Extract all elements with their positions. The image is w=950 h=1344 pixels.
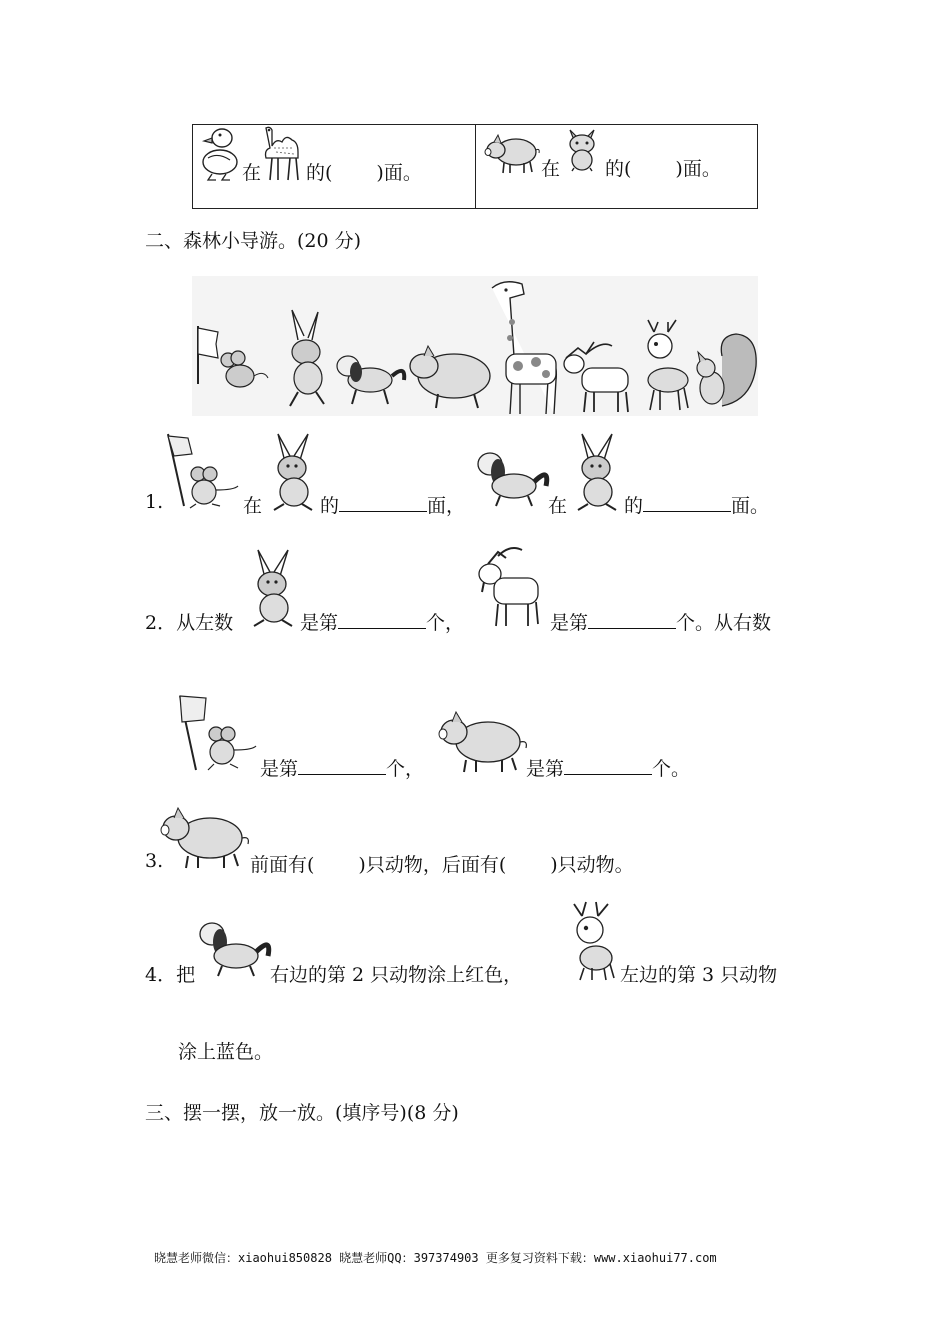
rabbit-icon-3	[244, 546, 300, 628]
pig-icon	[484, 130, 540, 174]
section2-title: 二、森林小导游。(20 分)	[145, 230, 362, 252]
q2-part1	[300, 608, 464, 635]
q2-is3: 是第	[260, 758, 299, 780]
q1-of2: 的	[624, 495, 644, 517]
table-right-of-text: 的(	[605, 158, 632, 180]
q2-number: 2．从左数	[145, 612, 234, 634]
duck-icon	[198, 124, 240, 182]
table-left-in: 在	[242, 162, 262, 184]
dog-icon	[474, 446, 548, 508]
q3-number: 3.	[145, 850, 164, 872]
q1-part2	[624, 491, 769, 518]
deer-icon	[566, 898, 620, 982]
table-right-of	[605, 154, 721, 181]
pig-icon-2	[436, 708, 528, 774]
q4-text3: 涂上蓝色。	[178, 1041, 274, 1063]
q2-ge3: 个，	[386, 758, 425, 780]
rabbit-icon	[264, 430, 320, 512]
cat-icon	[562, 124, 602, 172]
q3-text2: )只动物，后面有(	[358, 854, 507, 876]
q1-in1: 在	[243, 495, 263, 517]
q2-is2: 是第	[550, 612, 589, 634]
q2-is1: 是第	[300, 612, 339, 634]
q1-in2: 在	[548, 495, 568, 517]
q2-blank-3[interactable]	[298, 756, 386, 775]
flag-mouse-icon-2	[174, 692, 258, 774]
q4-number: 4．把	[145, 964, 196, 986]
table-left-face-text: )面。	[376, 162, 422, 184]
q1-face2: 面。	[731, 495, 770, 517]
dog-icon-2	[196, 916, 270, 978]
q2-is4: 是第	[526, 758, 565, 780]
footer: 晓慧老师微信：xiaohui850828 晓慧老师QQ：397374903 更多复习资料下载：www.xiaohui77.com	[154, 1251, 717, 1265]
q2-ge1: 个，	[426, 612, 465, 634]
table-right-face-text: )面。	[675, 158, 721, 180]
section3-title: 三、摆一摆，放一放。(填序号)(8 分)	[145, 1102, 459, 1124]
table-right-in: 在	[541, 158, 561, 180]
pig-icon-3	[158, 804, 250, 870]
rabbit-icon-2	[568, 430, 624, 512]
flag-mouse-icon	[160, 430, 240, 512]
table-divider	[475, 125, 476, 209]
q4-text2: 左边的第 3 只动物	[620, 964, 778, 986]
q2-part2	[550, 608, 771, 635]
q2-blank-2[interactable]	[588, 610, 676, 629]
animal-parade	[192, 276, 758, 416]
goat-icon	[476, 544, 546, 628]
table-left-of	[306, 158, 422, 185]
q1-blank-2[interactable]	[643, 493, 731, 512]
q1-part1	[320, 491, 465, 518]
q3-text3: )只动物。	[550, 854, 634, 876]
q3-text1: 前面有(	[250, 854, 315, 876]
table-left-of-text: 的(	[306, 162, 333, 184]
q3-text	[250, 850, 634, 877]
q1-blank-1[interactable]	[339, 493, 427, 512]
q2-part4	[526, 754, 690, 781]
q1-number: 1.	[145, 491, 164, 513]
q2-ge4: 个。	[652, 758, 691, 780]
q2-ge2: 个。从右数	[676, 612, 772, 634]
q4-text1: 右边的第 2 只动物涂上红色，	[270, 964, 523, 986]
q1-of1: 的	[320, 495, 340, 517]
q1-face1: 面，	[427, 495, 466, 517]
q2-part3	[260, 754, 424, 781]
camel-icon	[260, 124, 306, 182]
q2-blank-1[interactable]	[338, 610, 426, 629]
q2-blank-4[interactable]	[564, 756, 652, 775]
